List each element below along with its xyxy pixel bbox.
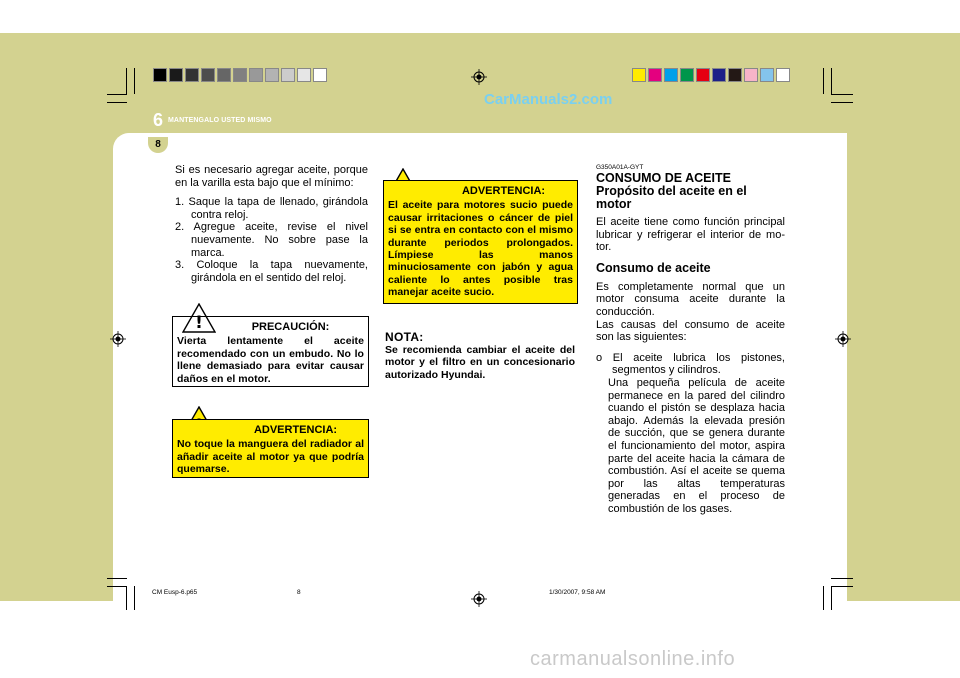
note-block <box>385 330 575 381</box>
crop-mark <box>831 94 853 95</box>
color-calibration-strip <box>632 68 792 82</box>
subheading: Consumo de aceite <box>596 260 711 275</box>
registration-mark-icon <box>471 591 487 607</box>
calibration-swatch <box>712 68 726 82</box>
calibration-swatch <box>297 68 311 82</box>
consumption-text: Es completamente normal que un motor consuma aceite durante la conducción. <box>596 280 785 318</box>
crop-mark <box>107 586 127 587</box>
right-column <box>596 164 785 515</box>
caution-text: Vierta lentamente el aceite recomendado con un embudo. No lo llene demasiado para evitar causar daños en el motor. <box>177 335 364 385</box>
calibration-swatch <box>233 68 247 82</box>
page-number-tab: 8 <box>148 137 168 153</box>
crop-mark <box>126 586 127 610</box>
warning-title: ADVERTENCIA: <box>253 424 338 436</box>
crop-mark <box>831 586 853 587</box>
warning-title: ADVERTENCIA: <box>461 185 546 197</box>
grayscale-calibration-strip <box>153 68 329 82</box>
calibration-swatch <box>664 68 678 82</box>
purpose-text: El aceite tiene como función principal lubricar y refrigerar el interior de mo-tor. <box>596 216 785 254</box>
calibration-swatch <box>153 68 167 82</box>
left-column <box>175 164 368 284</box>
crop-mark <box>831 68 832 94</box>
calibration-swatch <box>744 68 758 82</box>
calibration-swatch <box>169 68 183 82</box>
registration-mark-icon <box>110 331 126 347</box>
calibration-swatch <box>648 68 662 82</box>
warning-box-radiator <box>172 419 369 478</box>
crop-mark <box>831 102 853 103</box>
bullet-continuation: Una pequeña película de aceite permanece en la pared del cilindro cuando el pistón se desplaza hacia abajo. Además la elevada presión de succión, que se genera durante el funcionamiento del motor, aspira parte del aceite hacia la cámara de combustión. Así el aceite se quema por las altas temperaturas generadas en el proceso de combustión de los gases. <box>608 376 785 515</box>
registration-mark-icon <box>471 69 487 85</box>
caution-box <box>172 316 369 387</box>
calibration-swatch <box>632 68 646 82</box>
step-item: 1. Saque la tapa de llenado, girándola contra reloj. <box>175 196 368 221</box>
calibration-swatch <box>313 68 327 82</box>
warning-text: No toque la manguera del radiador al añadir aceite al motor ya que podría quemarse. <box>177 438 364 476</box>
calibration-swatch <box>680 68 694 82</box>
footer-date: 1/30/2007, 9:58 AM <box>549 589 606 596</box>
watermark-top[interactable]: CarManuals2.com <box>484 91 613 108</box>
footer-page: 8 <box>297 589 301 596</box>
calibration-swatch <box>776 68 790 82</box>
note-title: NOTA: <box>385 330 424 344</box>
crop-mark <box>126 68 127 94</box>
crop-mark <box>107 102 127 103</box>
calibration-swatch <box>760 68 774 82</box>
crop-mark <box>831 586 832 610</box>
crop-mark <box>107 94 127 95</box>
section-subtitle: Propósito del aceite en el motor <box>596 184 747 211</box>
chapter-title: MANTENGALO USTED MISMO <box>168 117 272 124</box>
crop-mark <box>823 68 824 94</box>
watermark-bottom[interactable]: carmanualsonline.info <box>530 648 736 670</box>
calibration-swatch <box>728 68 742 82</box>
section-title: CONSUMO DE ACEITE <box>596 171 731 185</box>
chapter-number: 6 <box>153 110 164 130</box>
consumption-text: Las causas del consumo de aceite son las siguientes: <box>596 318 785 344</box>
calibration-swatch <box>696 68 710 82</box>
section-code: G350A01A-GYT <box>596 164 644 171</box>
svg-text:!: ! <box>195 313 203 333</box>
crop-mark <box>107 578 127 579</box>
step-item: 2. Agregue aceite, revise el nivel nuevamente. No sobre pase la marca. <box>175 221 368 259</box>
footer-file: CM Eusp-6.p65 <box>152 589 198 596</box>
crop-mark <box>831 578 853 579</box>
calibration-swatch <box>249 68 263 82</box>
note-text: Se recomienda cambiar el aceite del motor y el filtro en un concesionario autorizado Hyundai. <box>385 344 575 381</box>
calibration-swatch <box>185 68 199 82</box>
warning-text: El aceite para motores sucio puede causar irritaciones o cáncer de piel si se entra en contacto con el mismo durante periodos prolongados. Límpiese las manos minuciosamente con jabón y agua caliente lo antes posible tras manejar aceite sucio. <box>388 199 573 299</box>
crop-mark <box>823 586 824 610</box>
registration-mark-icon <box>835 331 851 347</box>
calibration-swatch <box>281 68 295 82</box>
calibration-swatch <box>217 68 231 82</box>
intro-text: Si es necesario agregar aceite, porque en la varilla esta bajo que el mínimo: <box>175 164 368 189</box>
calibration-swatch <box>265 68 279 82</box>
crop-mark <box>134 68 135 94</box>
warning-box-dirty-oil <box>383 180 578 304</box>
calibration-swatch <box>201 68 215 82</box>
step-item: 3. Coloque la tapa nuevamente, girándola en el sentido del reloj. <box>175 259 368 284</box>
crop-mark <box>134 586 135 610</box>
caution-title: PRECAUCIÓN: <box>251 321 330 333</box>
bullet-item: o El aceite lubrica los pistones, segmentos y cilindros. <box>596 351 785 377</box>
